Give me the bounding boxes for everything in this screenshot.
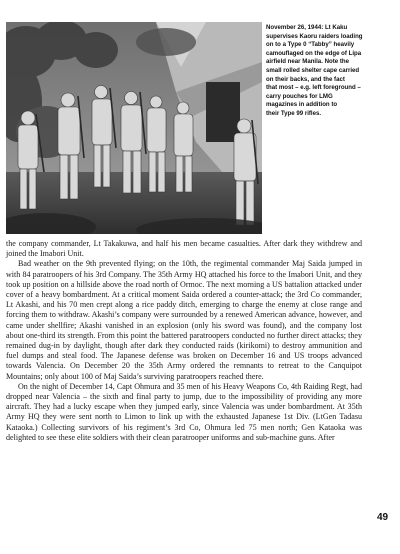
page-number: 49 (377, 512, 389, 523)
caption-line: small rolled shelter cape carried (266, 66, 360, 74)
body-text (6, 239, 362, 443)
body-paragraph: On the night of December 14, Capt Ohmura and 35 men of his Heavy Weapons Co, 4th Raiding Regt, had dropped near Valencia – the sixth and final party to jump, due to the impossibility of providing any more aircraft. They had a lucky escape when they jumped early, since Valencia was under bombardment. At 35th Army HQ they were sent north to Limon to link up with the exhausted Japanese 1st Div. (LtGen Tadasu Kataoka.) Collecting survivors of his regiment’s 3rd Co, Ohmura led 75 men north; Gen Kataoka was delighted to see these elite soldiers with their clean paratrooper uniforms and sub-machine guns. After (6, 381, 362, 442)
body-paragraph: the company commander, Lt Takakuwa, and half his men became casualties. After dark they withdrew and joined the Imabori Unit. (6, 239, 362, 259)
photo-illustration (6, 22, 262, 234)
caption-line: supervises Kaoru raiders loading (266, 32, 363, 40)
caption-line: on their backs, and the fact (266, 75, 345, 83)
caption-line: that most – e.g. left foreground – (266, 84, 361, 92)
caption-line: camouflaged on the edge of Lipa (266, 49, 362, 57)
caption-line: their Type 99 rifles. (266, 109, 322, 117)
caption-line: November 26, 1944: Lt Kaku (266, 24, 348, 31)
caption-line: magazines in addition to (266, 101, 338, 109)
body-paragraph: Bad weather on the 9th prevented flying; on the 10th, the regimental commander Maj Saida jumped in with 84 paratroopers of his 3rd Company. The 35th Army HQ attached his force to the Imabori Unit, and they took up position on a hillside above the road north of Ormoc. The next morning a US battalion attacked under cover of a heavy bombardment. At a critical moment Saida ordered a counter-attack; the 3rd Co commander, Lt Akashi, and his 70 men crept along a rice paddy ditch, emerging to charge the enemy at close range and forcing them to withdraw. Akashi’s company were surrounded by a renewed American advance, however, and came under shellfire; Akashi vanished in an explosion (only his sword was found), and the company lost about one-third its strength. From this point the battered paratroopers conducted no further direct attacks; they remained dug-in by daylight, though after dark they conducted raids (kirikomi) to destroy ammunition and fuel dumps and steal food. The Japanese defense was broken on December 16 and US troops advanced towards Valencia. On December 20 the 35th Army ordered the remnants to retreat to the Canquipot Mountains; only about 100 of Maj Saida’s surviving paratroopers reached there. (6, 259, 362, 381)
photo-caption (266, 24, 392, 119)
caption-line: airfield near Manila. Note the (266, 58, 349, 66)
soldiers-loading-aircraft-photo (6, 22, 262, 234)
caption-line: on to a Type 0 “Tabby” heavily (266, 41, 355, 49)
caption-line: carry pouches for LMG (266, 92, 333, 100)
